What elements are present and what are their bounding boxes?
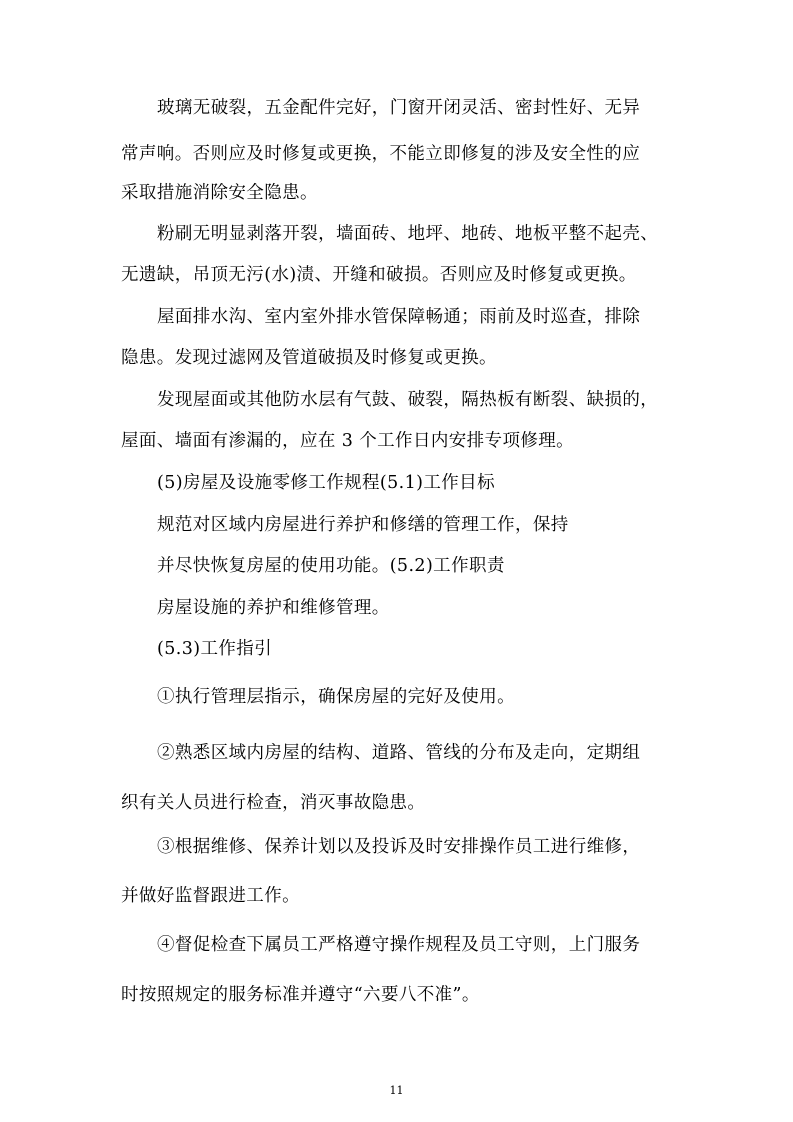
page-number: 11 bbox=[389, 1084, 404, 1097]
paragraph-line: ②熟悉区域内房屋的结构、道路、管线的分布及走向，定期组 bbox=[157, 743, 641, 763]
paragraph-line: 房屋设施的养护和维修管理。 bbox=[157, 598, 390, 618]
paragraph-line: 并做好监督跟进工作。 bbox=[121, 886, 300, 906]
paragraph-line: 常声响。否则应及时修复或更换，不能立即修复的涉及安全性的应 bbox=[121, 144, 641, 164]
paragraph-line: 隐患。发现过滤网及管道破损及时修复或更换。 bbox=[121, 348, 497, 368]
paragraph-line: 无遗缺，吊顶无污(水)渍、开缝和破损。否则应及时修复或更换。 bbox=[121, 265, 637, 285]
paragraph-line: 发现屋面或其他防水层有气鼓、破裂，隔热板有断裂、缺损的， bbox=[157, 390, 659, 410]
paragraph-line: 织有关人员进行检查，消灭事故隐患。 bbox=[121, 793, 426, 813]
paragraph-line: ③根据维修、保养计划以及投诉及时安排操作员工进行维修， bbox=[157, 837, 641, 857]
paragraph-line: 时按照规定的服务标准并遵守“六要八不准”。 bbox=[121, 985, 480, 1005]
paragraph-line: 玻璃无破裂，五金配件完好，门窗开闭灵活、密封性好、无异 bbox=[157, 98, 641, 118]
paragraph-line: (5.3)工作指引 bbox=[157, 639, 273, 659]
paragraph-line: 采取措施消除安全隐患。 bbox=[121, 183, 318, 203]
paragraph-line: ④督促检查下属员工严格遵守操作规程及员工守则，上门服务 bbox=[157, 935, 641, 955]
paragraph-line: 屋面排水沟、室内室外排水管保障畅通；雨前及时巡查，排除 bbox=[157, 307, 641, 327]
paragraph-line: 粉刷无明显剥落开裂，墙面砖、地坪、地砖、地板平整不起壳、 bbox=[157, 224, 659, 244]
paragraph-line: 规范对区域内房屋进行养护和修缮的管理工作，保持 bbox=[157, 515, 569, 535]
paragraph-line: 屋面、墙面有渗漏的，应在 3 个工作日内安排专项修理。 bbox=[121, 431, 575, 451]
paragraph-line: 并尽快恢复房屋的使用功能。(5.2)工作职责 bbox=[157, 556, 505, 576]
paragraph-line: (5)房屋及设施零修工作规程(5.1)工作目标 bbox=[157, 473, 495, 493]
paragraph-line: ①执行管理层指示，确保房屋的完好及使用。 bbox=[157, 687, 515, 707]
